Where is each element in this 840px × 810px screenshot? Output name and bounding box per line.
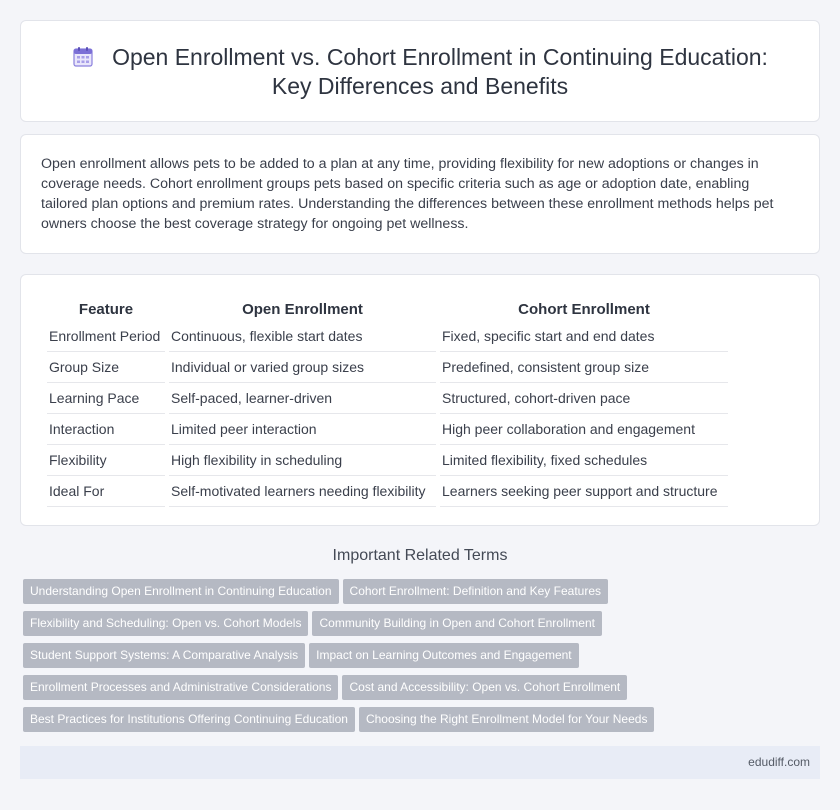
column-header-feature: Feature (78, 300, 134, 318)
intro-card (20, 134, 820, 254)
table-header-row (47, 297, 728, 321)
page-title-line2: Key Differences and Benefits (271, 73, 569, 99)
table-cell: Predefined, consistent group size (440, 352, 728, 383)
related-term-link[interactable]: Flexibility and Scheduling: Open vs. Cohort Models (23, 611, 308, 636)
table-cell: Self-paced, learner-driven (169, 383, 436, 414)
table-row (47, 445, 728, 476)
related-term-link[interactable]: Enrollment Processes and Administrative Considerations (23, 675, 338, 700)
related-terms-row (23, 675, 783, 707)
related-term-link[interactable]: Cost and Accessibility: Open vs. Cohort Enrollment (342, 675, 627, 700)
related-term-link[interactable]: Community Building in Open and Cohort Enrollment (312, 611, 601, 636)
comparison-card (20, 274, 820, 526)
related-term-link[interactable]: Student Support Systems: A Comparative Analysis (23, 643, 305, 668)
table-cell: Flexibility (47, 445, 165, 476)
table-cell: Interaction (47, 414, 165, 445)
related-terms-list (23, 579, 783, 739)
table-cell: High flexibility in scheduling (169, 445, 436, 476)
table-cell: Learning Pace (47, 383, 165, 414)
table-row (47, 321, 728, 352)
table-cell: Limited flexibility, fixed schedules (440, 445, 728, 476)
related-term-link[interactable]: Impact on Learning Outcomes and Engagement (309, 643, 579, 668)
page-title-line1: Open Enrollment vs. Cohort Enrollment in Continuing Education: (112, 44, 768, 70)
page-title-block (21, 43, 819, 101)
table-row (47, 476, 728, 507)
table-row (47, 352, 728, 383)
related-terms-row (23, 611, 783, 643)
table-row (47, 383, 728, 414)
table-cell: Fixed, specific start and end dates (440, 321, 728, 352)
table-cell: Continuous, flexible start dates (169, 321, 436, 352)
comparison-table (43, 297, 732, 507)
intro-paragraph: Open enrollment allows pets to be added to a plan at any time, providing flexibility for new adoptions or changes in coverage needs. Cohort enrollment groups pets based on specific criteria such as age or adoption date, enabling tailored plan options and premium rates. Understanding the differences between these enrollment methods helps pet owners choose the best coverage strategy for ongoing pet wellness. (41, 156, 774, 232)
table-cell: Ideal For (47, 476, 165, 507)
table-cell: High peer collaboration and engagement (440, 414, 728, 445)
table-cell: Self-motivated learners needing flexibility (169, 476, 436, 507)
header-card (20, 20, 820, 122)
related-term-link[interactable]: Cohort Enrollment: Definition and Key Features (343, 579, 608, 604)
footer (20, 746, 820, 779)
related-term-link[interactable]: Choosing the Right Enrollment Model for Your Needs (359, 707, 655, 732)
related-terms-row (23, 707, 783, 739)
table-cell: Group Size (47, 352, 165, 383)
table-cell: Limited peer interaction (169, 414, 436, 445)
related-term-link[interactable]: Understanding Open Enrollment in Continuing Education (23, 579, 339, 604)
table-cell: Enrollment Period (47, 321, 165, 352)
calendar-icon (72, 46, 94, 68)
related-terms-heading: Important Related Terms (332, 547, 508, 564)
footer-site-link[interactable]: edudiff.com (748, 755, 810, 769)
related-terms-row (23, 643, 783, 675)
table-cell: Learners seeking peer support and structure (440, 476, 728, 507)
table-row (47, 414, 728, 445)
related-term-link[interactable]: Best Practices for Institutions Offering Continuing Education (23, 707, 355, 732)
column-header-open: Open Enrollment (242, 300, 363, 318)
table-cell: Structured, cohort-driven pace (440, 383, 728, 414)
related-terms-row (23, 579, 783, 611)
table-cell: Individual or varied group sizes (169, 352, 436, 383)
column-header-cohort: Cohort Enrollment (518, 300, 650, 318)
